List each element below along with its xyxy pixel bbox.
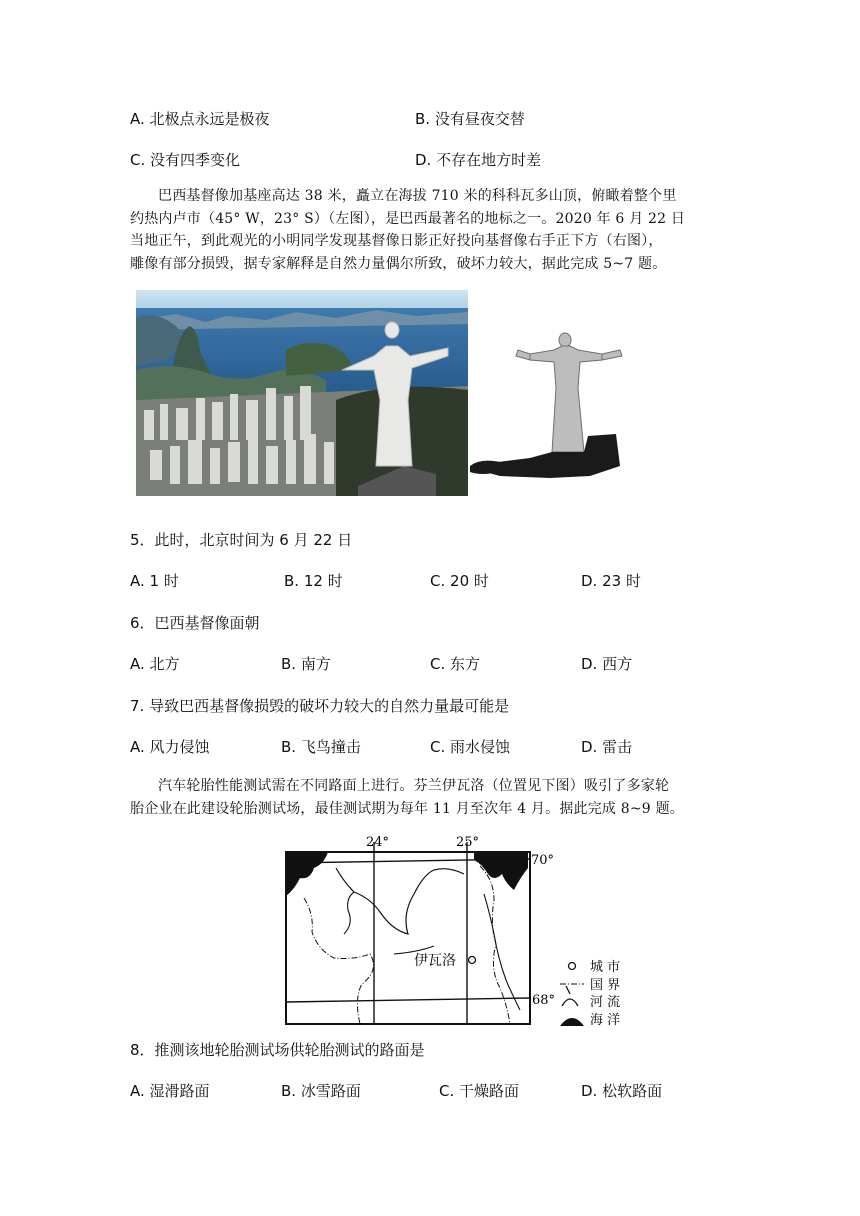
option-c (130, 150, 240, 170)
q6-option-b (281, 654, 331, 674)
q7-option-a (130, 737, 210, 757)
option-letter: C. (430, 572, 446, 590)
option-letter: B. (281, 738, 297, 756)
q7-option-d (581, 737, 632, 757)
lon-label-25: 25° (456, 835, 480, 850)
option-letter: B. (281, 1082, 297, 1100)
option-letter: C. (430, 655, 446, 673)
option-text: 不存在地方时差 (436, 151, 542, 169)
question-6-stem: 6．巴西基督像面朝 (130, 614, 260, 632)
passage-line: 当地正午，到此观光的小明同学发现基督像日影正好投向基督像右手正下方（右图）， (130, 233, 663, 249)
option-text: 没有四季变化 (150, 151, 241, 169)
option-text: 12 时 (303, 572, 343, 590)
legend-ocean-icon (560, 1018, 584, 1026)
border-2 (480, 866, 510, 1024)
city-label: 伊瓦洛 (414, 953, 456, 969)
option-text: 北方 (149, 655, 180, 673)
q6-option-d (581, 654, 632, 674)
option-letter: B. (415, 110, 431, 128)
parallel-68 (286, 998, 530, 1002)
legend-city-label: 城 市 (590, 960, 621, 975)
option-letter: B. (281, 655, 297, 673)
question-5-stem: 5．此时，北京时间为 6 月 22 日 (130, 531, 353, 549)
option-letter: D. (581, 1082, 598, 1100)
option-letter: A. (130, 1082, 145, 1100)
option-text: 冰雪路面 (300, 1082, 361, 1100)
lat-label-68: 68° (532, 993, 556, 1008)
legend-river-icon (562, 986, 578, 1006)
option-text: 飞鸟撞击 (300, 738, 361, 756)
option-a (130, 109, 270, 129)
option-text: 南方 (300, 655, 331, 673)
passage-line: 约热内卢市（45° W，23° S）（左图），是巴西最著名的地标之一。2020 年 6 月 22 日 (130, 210, 686, 227)
passage-line: 巴西基督像加基座高达 38 米，矗立在海拔 710 米的科科瓦多山顶，俯瞰着整个里 (158, 188, 677, 204)
statue-shadow-picture (470, 326, 660, 490)
option-text: 干燥路面 (459, 1082, 520, 1100)
rio-photo-illustration (136, 290, 468, 496)
q5-option-d (581, 571, 641, 591)
option-letter: B. (284, 572, 300, 590)
rio-photo (136, 290, 468, 496)
city-marker (469, 957, 476, 964)
option-text: 西方 (602, 655, 633, 673)
passage-line: 胎企业在此建设轮胎测试场，最佳测试期为每年 11 月至次年 4 月。据此完成 8~9 题。 (130, 800, 684, 817)
ocean-right (474, 852, 528, 890)
option-d (415, 150, 541, 170)
option-letter: C. (439, 1082, 455, 1100)
option-letter: C. (130, 151, 146, 169)
passage-christ-statue (130, 185, 685, 275)
option-letter: A. (130, 738, 145, 756)
option-letter: D. (415, 151, 432, 169)
option-text: 20 时 (450, 572, 489, 590)
passage-line: 雕像有部分损毁，据专家解释是自然力量偶尔所致，破坏力较大，据此完成 5~7 题。 (130, 255, 667, 272)
option-letter: D. (581, 655, 598, 673)
option-text: 雷击 (602, 738, 633, 756)
ocean-left (286, 852, 328, 896)
lat-label-70: 70° (531, 853, 555, 868)
q8-option-c (439, 1081, 519, 1101)
q5-option-b (284, 571, 343, 591)
option-letter: D. (581, 572, 598, 590)
option-text: 没有昼夜交替 (434, 110, 525, 128)
river-1 (336, 868, 464, 934)
q8-option-a (130, 1081, 210, 1101)
q7-option-b (281, 737, 361, 757)
map-legend (560, 960, 620, 1028)
q5-option-c (430, 571, 489, 591)
option-text: 1 时 (149, 572, 179, 590)
passage-line: 汽车轮胎性能测试需在不同路面上进行。芬兰伊瓦洛（位置见下图）吸引了多家轮 (158, 778, 670, 794)
option-text: 湿滑路面 (149, 1082, 210, 1100)
option-text: 23 时 (602, 572, 641, 590)
question-8-stem: 8．推测该地轮胎测试场供轮胎测试的路面是 (130, 1041, 425, 1059)
q5-option-a (130, 571, 179, 591)
border-1 (304, 898, 374, 1024)
option-letter: D. (581, 738, 598, 756)
lon-label-24: 24° (366, 835, 390, 850)
q7-option-c (430, 737, 510, 757)
q8-option-b (281, 1081, 361, 1101)
question-7-stem: 7. 导致巴西基督像损毁的破坏力较大的自然力量最可能是 (130, 697, 510, 715)
passage-tire-test (130, 775, 684, 820)
q6-option-a (130, 654, 180, 674)
option-b (415, 109, 525, 129)
option-text: 松软路面 (602, 1082, 663, 1100)
option-text: 北极点永远是极夜 (149, 110, 270, 128)
legend-river-label: 河 流 (590, 995, 621, 1010)
option-letter: A. (130, 572, 145, 590)
ivalo-map (284, 834, 644, 1028)
q6-option-c (430, 654, 480, 674)
q8-option-d (581, 1081, 662, 1101)
legend-city-icon (569, 963, 576, 970)
option-letter: A. (130, 110, 145, 128)
statue-shadow-illustration (470, 326, 660, 490)
option-text: 东方 (450, 655, 481, 673)
river-2 (344, 892, 354, 934)
legend-ocean-label: 海 洋 (590, 1013, 621, 1028)
option-letter: C. (430, 738, 446, 756)
option-text: 雨水侵蚀 (450, 738, 511, 756)
option-letter: A. (130, 655, 145, 673)
legend-border-label: 国 界 (590, 978, 621, 993)
option-text: 风力侵蚀 (149, 738, 210, 756)
ivalo-map-svg (284, 834, 644, 1028)
